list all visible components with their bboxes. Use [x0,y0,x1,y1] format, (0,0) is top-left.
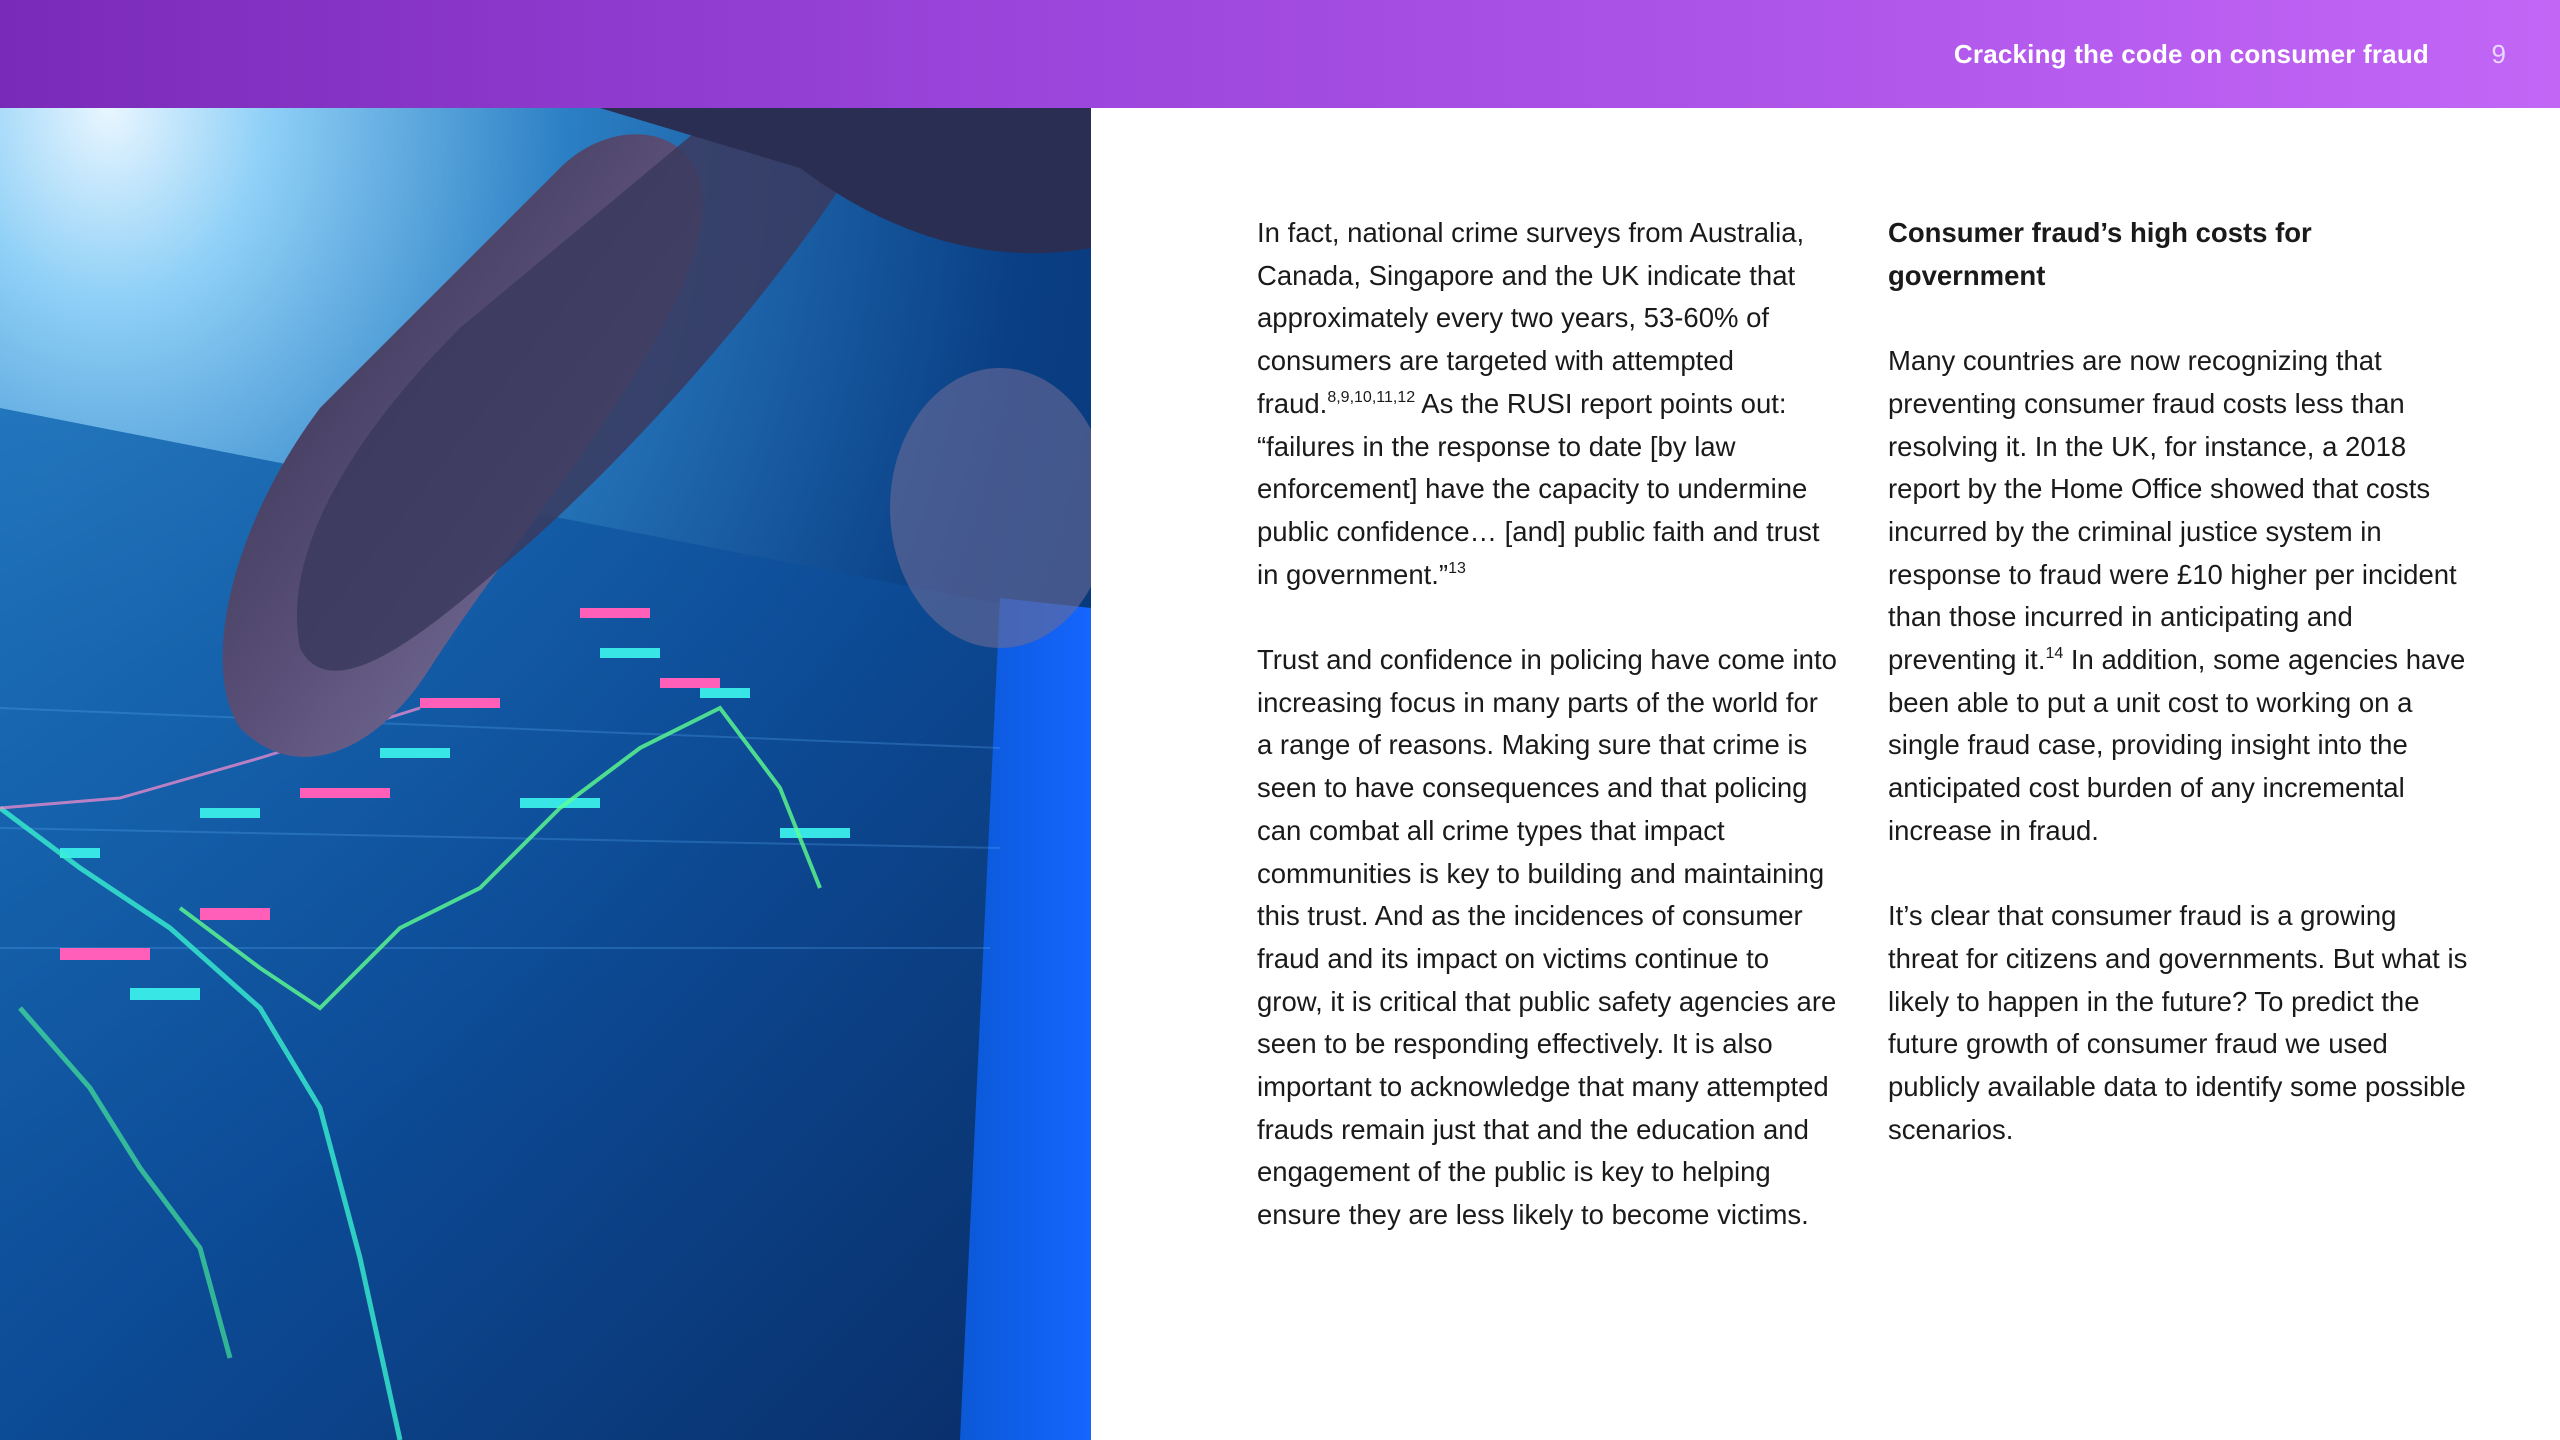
paragraph-crime-surveys [1257,212,1837,596]
paragraph-future-growth: It’s clear that consumer fraud is a growing threat for citizens and governments. But what is likely to happen in the future? To predict the future growth of consumer fraud we used publicly available data to identify some possible scenarios. [1888,900,2468,1145]
page-header [0,0,2560,108]
footnote-ref: 8,9,10,11,12 [1327,388,1416,406]
paragraph-trust-confidence: Trust and confidence in policing have come into increasing focus in many parts of the world for a range of reasons. Making sure that crime is seen to have consequences and that policing can combat all crime types that impact communities is key to building and maintaining this trust. And as the incidences of consumer fraud and its impact on victims continue to grow, it is critical that public safety agencies are seen to be responding effectively. It is also important to acknowledge that many attempted frauds remain just that and the education and engagement of the public is key to helping ensure they are less likely to become victims. [1257,644,1837,1231]
section-heading: Consumer fraud’s high costs for government [1888,217,2312,291]
paragraph-prevention-costs [1888,340,2468,852]
document-title: Cracking the code on consumer fraud [1953,39,2429,69]
right-text-column [1888,212,2468,1194]
paragraph-text: As the RUSI report points out: “failures in the response to date [by law enforcement] have the capacity to undermine public confidence… [and] public faith and trust in government.” [1257,387,1820,590]
paragraph-text: Many countries are now recognizing that preventing consumer fraud costs less than resolving it. In the UK, for instance, a 2018 report by the Home Office showed that costs incurred by the criminal justice system in response to fraud were £10 higher per incident than those incurred in anticipating and preventing it. [1888,345,2457,676]
footnote-ref: 13 [1448,559,1466,577]
page-number: 9 [2491,39,2506,69]
footnote-ref: 14 [2045,645,2064,663]
finger-on-trading-screen-photo [0,108,1091,1440]
paragraph-text: In fact, national crime surveys from Australia, Canada, Singapore and the UK indicate that approximately every two years, 53-60% of consumers are targeted with attempted fraud. [1257,217,1805,419]
photo-illustration [0,108,1091,1440]
paragraph-text: In addition, some agencies have been able to put a unit cost to working on a single fraud case, providing insight into the anticipated cost burden of any incremental increase in fraud. [1888,644,2466,846]
left-text-column [1257,212,1837,1280]
